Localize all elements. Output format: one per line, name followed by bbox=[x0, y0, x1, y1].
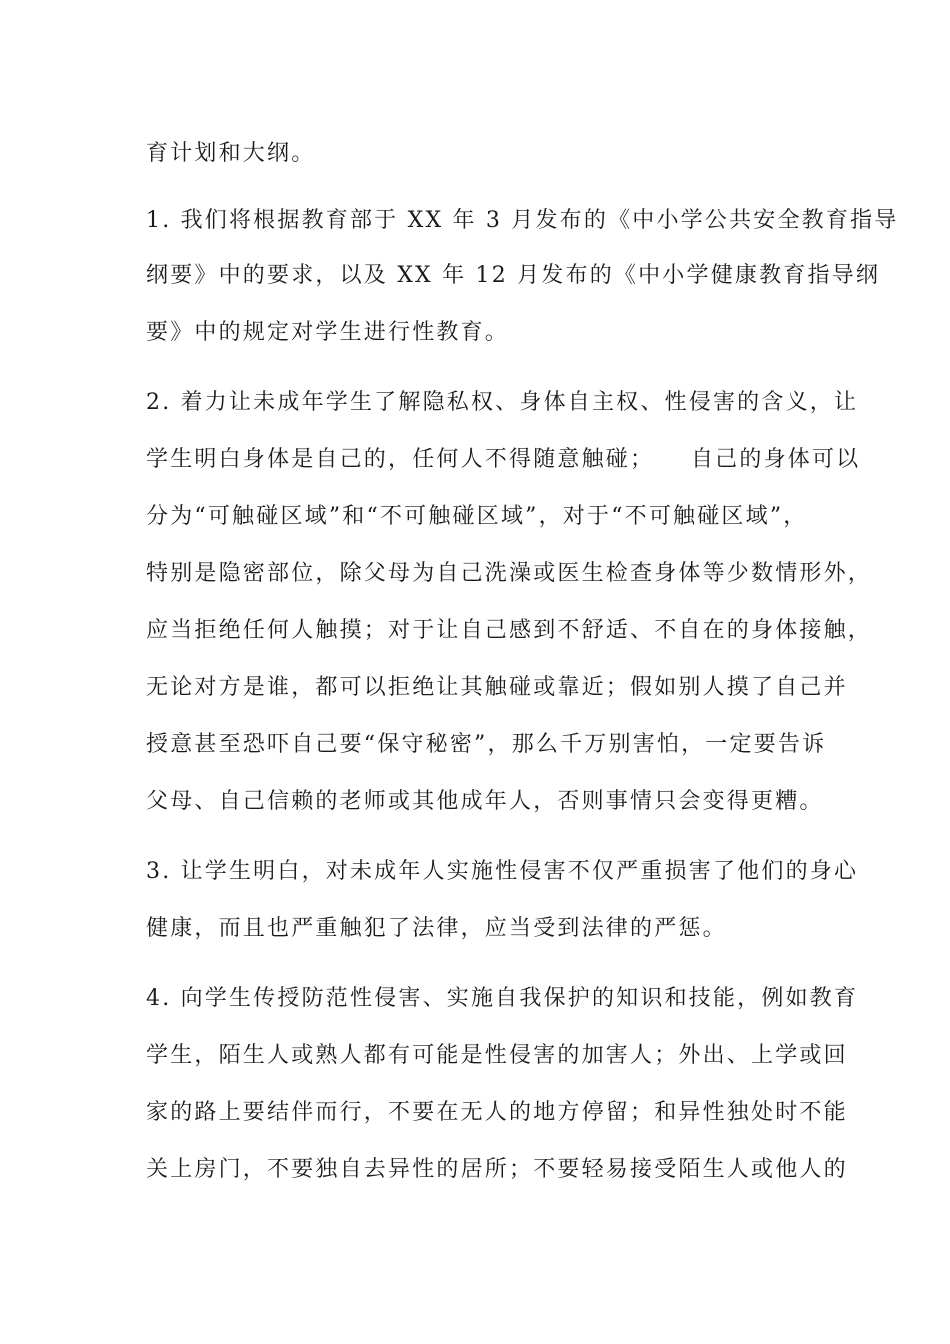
text-line: 应当拒绝任何人触摸；对于让自己感到不舒适、不自在的身体接触， bbox=[146, 618, 873, 643]
text-line: 3. 让学生明白，对未成年人实施性侵害不仅严重损害了他们的身心 bbox=[146, 859, 859, 884]
text-line: 特别是隐密部位，除父母为自己洗澡或医生检查身体等少数情形外， bbox=[146, 561, 873, 586]
text-line: 学生，陌生人或熟人都有可能是性侵害的加害人；外出、上学或回 bbox=[146, 1043, 848, 1068]
text-line: 1. 我们将根据教育部于 XX 年 3 月发布的《中小学公共安全教育指导 bbox=[146, 208, 899, 233]
text-line: 分为“可触碰区域”和“不可触碰区域”，对于“不可触碰区域”， bbox=[146, 504, 808, 529]
text-line: 4. 向学生传授防范性侵害、实施自我保护的知识和技能，例如教育 bbox=[146, 986, 859, 1011]
text-line: 2. 着力让未成年学生了解隐私权、身体自主权、性侵害的含义，让 bbox=[146, 390, 859, 415]
text-line: 无论对方是谁，都可以拒绝让其触碰或靠近；假如别人摸了自己并 bbox=[146, 675, 848, 700]
text-line: 父母、自己信赖的老师或其他成年人，否则事情只会变得更糟。 bbox=[146, 789, 824, 814]
text-line: 纲要》中的要求，以及 XX 年 12 月发布的《中小学健康教育指导纲 bbox=[146, 263, 881, 288]
text-line: 要》中的规定对学生进行性教育。 bbox=[146, 320, 510, 345]
text-line: 家的路上要结伴而行，不要在无人的地方停留；和异性独处时不能 bbox=[146, 1100, 848, 1125]
text-line: 育计划和大纲。 bbox=[146, 141, 316, 166]
text-line: 学生明白身体是自己的，任何人不得随意触碰； 自己的身体可以 bbox=[146, 447, 861, 472]
text-line: 关上房门，不要独自去异性的居所；不要轻易接受陌生人或他人的 bbox=[146, 1157, 848, 1182]
text-line: 健康，而且也严重触犯了法律，应当受到法律的严惩。 bbox=[146, 916, 727, 941]
text-line: 授意甚至恐吓自己要“保守秘密”，那么千万别害怕，一定要告诉 bbox=[146, 732, 827, 757]
